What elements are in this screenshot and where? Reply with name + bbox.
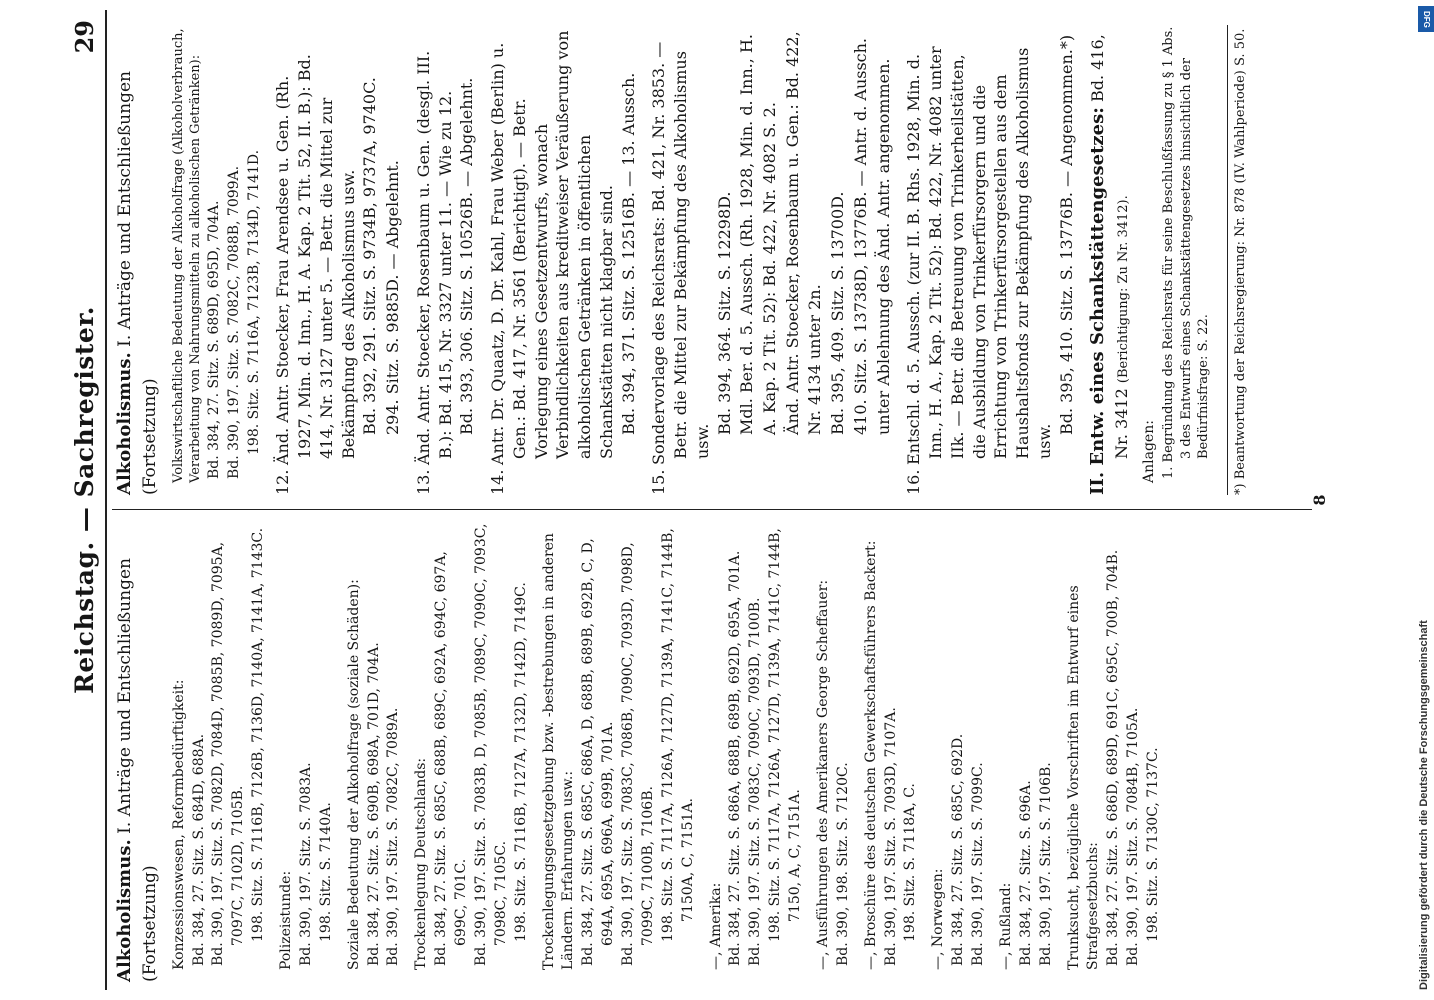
index-reference: Bd. 384, 27. Sitz. S. 686A, 688B, 689B, 692D, 695A, 701A. [727,550,744,966]
page-title: Reichstag. — Sachregister. [70,306,99,694]
index-reference: 198. Sitz. S. 7117A, 7126A, 7127D, 7139A, 7141C, 7144B, 7150, A, C, 7151A. [767,528,804,942]
index-reference: Bd. 390, 197. Sitz. S. 7082C, 7088B, 7099A. [225,165,242,479]
section-ii-label: II. Entw. eines Schankstättengesetzes: [1087,107,1109,495]
numbered-entry [903,25,1055,495]
entry-number: 16. [904,469,924,495]
section-ii [1086,25,1132,495]
index-reference: Bd. 390, 197. Sitz. S. 7093D, 7107A. [882,707,899,966]
entry-text: Änd. Antr. Stoecker, Frau Arendsee u. Gen. (Rh. 1927, Min. d. Inn., H. A. Kap. 2 Tit. 52, II. B.): Bd. 414, Nr. 3127 unter 5. — Betr. die Mittel zur Bekämpfung des Alkoholismus usw. [273,54,358,465]
index-reference: Bd. 393, 306. Sitz. S. 10526B. — Abgelehnt. [457,77,477,435]
index-reference: Bd. 390, 197. Sitz. S. 7083C, 7086B, 7090C, 7093D, 7098D, 7099C, 7100B, 7106B. [620,542,656,966]
index-reference: 410. Sitz. S. 13738D, 13776B. — Antr. d. Aussch. unter Ablehnung des Änd. Antr. angenommen. [850,37,893,435]
entry-text: Antr. Dr. Quaatz, D. Dr. Kahl, Frau Weber (Berlin) u. Gen.: Bd. 417, Nr. 3561 (Berichtigt). — Betr. Vorlegung eines Gesetzentwurfs, wonach Verbindlichkeiten aus kreditweiser Veräußerung von alkoholischen Getränken in öffentlichen Schankstätten nicht klagbar sind. [488,30,616,465]
index-reference: Änd. Antr. Stoecker, Rosenbaum u. Gen.: Bd. 422, Nr. 4134 unter 2n. [782,31,825,435]
index-reference: Bd. 390, 197. Sitz. S. 7083A. [297,762,314,966]
footnote: *) Beantwortung der Reichsregierung: Nr. 878 (IV. Wahlperiode) S. 50. [1227,25,1250,495]
index-category: Konzessionswesen, Reformbedürftigkeit: [170,679,187,970]
numbered-entry [648,25,713,495]
entry-number: 12. [273,469,293,495]
left-column [112,512,1164,982]
index-reference: Bd. 384, 27. Sitz. S. 685C, 686A, D, 688B, 689B, 692B, C, D, 694A, 695A, 696A, 699B, 701A. [580,538,617,966]
right-column-heading [112,25,162,495]
index-reference: 198. Sitz. S. 7116B, 7127A, 7132D, 7142D, 7149C. [512,582,529,942]
index-reference: 198. Sitz. S. 7130C, 7137C. [1145,747,1162,942]
index-category: Soziale Bedeutung der Alkoholfrage (soziale Schäden): [345,579,362,970]
numbered-entries [272,25,1078,495]
index-reference: Bd. 390, 197. Sitz. S. 7083B, D, 7085B, 7089C, 7090C, 7093C, 7098C, 7105C. [472,523,509,966]
index-reference: 198. Sitz. S. 7116B, 7126B, 7136D, 7140A, 7141A, 7143C. [250,527,267,942]
right-column [112,25,1250,495]
index-category: —, Ausführungen des Amerikaners George Scheffauer: [814,579,831,970]
index-reference: Bd. 384, 27. Sitz. S. 686D, 689D, 691C, 695C, 700B, 704B. [1105,549,1122,966]
entry-number: 13. [413,469,433,495]
left-heading-keyword: Alkoholismus. [114,839,135,982]
entry-text: Änd. Antr. Stoecker, Rosenbaum u. Gen. (desgl. III. B.): Bd. 415, Nr. 3327 unter 11. — Wie zu 12. [413,50,455,465]
index-reference: Bd. 390, 197. Sitz. S. 7082D, 7084D, 7085B, 7089D, 7095A, 7097C, 7102D, 7105B. [210,541,247,966]
index-reference: Bd. 384, 27. Sitz. S. 685C, 688B, 689C, 692A, 694C, 697A, 699C, 701C. [433,551,470,966]
index-category: —, Norwegen: [930,868,947,970]
index-reference: 198. Sitz. S. 7116A, 7123B, 7134D, 7141D. [245,149,262,455]
index-reference: Bd. 395, 410. Sitz. S. 13776B. — Angenommen.*) [1056,34,1076,435]
left-entries [170,512,1164,982]
header-rule [105,10,107,990]
intro-category: Volkswirtschaftliche Bedeutung der Alkoholfrage (Alkoholverbrauch, Verarbeitung von Nahrungsmitteln zu alkoholischen Getränken): [170,28,204,483]
dfg-logo: DFG [1418,6,1434,32]
section-ii-ref: Bd. 416, Nr. 3412 [1088,34,1131,459]
index-reference: Bd. 384, 27. Sitz. S. 689D, 695D, 704A. [205,200,222,479]
index-reference: Bd. 384, 27. Sitz. S. 684D, 688A. [190,733,207,966]
index-reference: Bd. 390, 197. Sitz. S. 7082C, 7089A. [385,707,402,966]
numbered-entry [413,25,457,495]
anlagen-label: Anlagen: [1141,420,1158,483]
column-divider [112,509,1312,510]
index-reference: Bd. 394, 371. Sitz. S. 12516B. — 13. Aussch. [618,72,638,435]
left-column-heading [112,512,162,982]
index-category: Polizeistunde: [278,870,295,970]
digitization-credit: Digitalisierung gefördert durch die Deutsche Forschungsgemeinschaft [1418,620,1430,990]
right-heading-keyword: Alkoholismus. [114,352,135,495]
entry-text: Sondervorlage des Reichsrats: Bd. 421, Nr. 3853. — Betr. die Mittel zur Bekämpfung des Alkoholismus usw. [649,41,712,465]
index-category: —, Amerika: [707,882,724,970]
index-category: —, Rußland: [997,882,1014,970]
index-reference: 294. Sitz. S. 9885D. — Abgelehnt. [383,160,403,435]
right-heading-rest: I. Anträge und Entschließungen (Fortsetzung) [115,71,160,495]
index-reference: Bd. 384, 27. Sitz. S. 685C, 692D. [950,733,967,966]
index-reference: 198. Sitz. S. 7140A. [317,802,334,942]
index-reference: Bd. 384, 27. Sitz. S. 696A. [1017,780,1034,966]
section-ii-note: (Berichtigung: Zu Nr. 3412). [1115,195,1131,384]
intro-references [205,25,265,495]
index-reference: Bd. 390, 197. Sitz. S. 7099C. [970,762,987,966]
numbered-entry [272,25,359,495]
index-category: —, Broschüre des deutschen Gewerkschaftsführers Backert: [862,540,879,970]
index-category: Trunksucht, bezügliche Vorschriften im Entwurf eines Strafgesetzbuchs: [1065,585,1102,970]
index-reference: 198. Sitz. S. 7117A, 7126A, 7127D, 7139A, 7141C, 7144B, 7150A, C, 7151A. [659,528,696,942]
index-reference: Bd. 390, 197. Sitz. S. 7106B. [1037,762,1054,966]
sheet-number: 8 [1310,494,1329,506]
index-reference: Bd. 390, 198. Sitz. S. 7120C. [834,762,851,966]
index-reference: Bd. 395, 409. Sitz. S. 13700D. [828,191,848,435]
index-reference: Bd. 384, 27. Sitz. S. 690B, 698A, 701D, 704A. [365,642,382,966]
index-reference: Bd. 394, 364. Sitz. S. 12298D. [714,191,734,435]
anlagen-item: 1. Begründung des Reichsrats für seine Beschlußfassung zu § 1 Abs. 3 des Entwurfs eines Schankstättengesetzes hinsichtlich der Bedürfnisfrage: S. 22. [1161,26,1212,479]
numbered-entry [487,25,618,495]
index-category: Trockenlegung Deutschlands: [413,757,430,970]
entry-number: 15. [649,469,669,495]
entry-number: 14. [488,469,508,495]
index-reference: 198. Sitz. S. 7118A, C. [902,783,919,942]
left-heading-rest: I. Anträge und Entschließungen (Fortsetzung) [115,558,160,982]
index-reference: Mdl. Ber. d. 5. Aussch. (Rh. 1928, Min. d. Inn., H. A. Kap. 2 Tit. 52): Bd. 422, Nr. 4082 S. 2. [737,34,779,435]
index-reference: Bd. 392, 291. Sitz. S. 9734B, 9737A, 9740C. [360,77,380,435]
entry-text: Entschl. d. 5. Aussch. (zur II. B. Rhs. 1928, Min. d. Inn., H. A., Kap. 2 Tit. 52): Bd. 422, Nr. 4082 unter IIk. — Betr. die Betreuung von Trinkerheilstätten, die Ausbildung von Trinkerfürsorgern und die Errichtung von Trinkerfürsorgestellen aus dem Haushaltsfonds zur Bekämpfung des Alkoholismus usw. [904,46,1054,465]
index-reference: Bd. 390, 197. Sitz. S. 7083C, 7090C, 7093D, 7100B. [747,597,764,966]
page-number: 29 [70,20,99,54]
index-reference: Bd. 390, 197. Sitz. S. 7084B, 7105A. [1125,707,1142,966]
index-category: Trockenlegungsgesetzgebung bzw. -bestrebungen in anderen Ländern. Erfahrungen usw.: [540,533,577,970]
